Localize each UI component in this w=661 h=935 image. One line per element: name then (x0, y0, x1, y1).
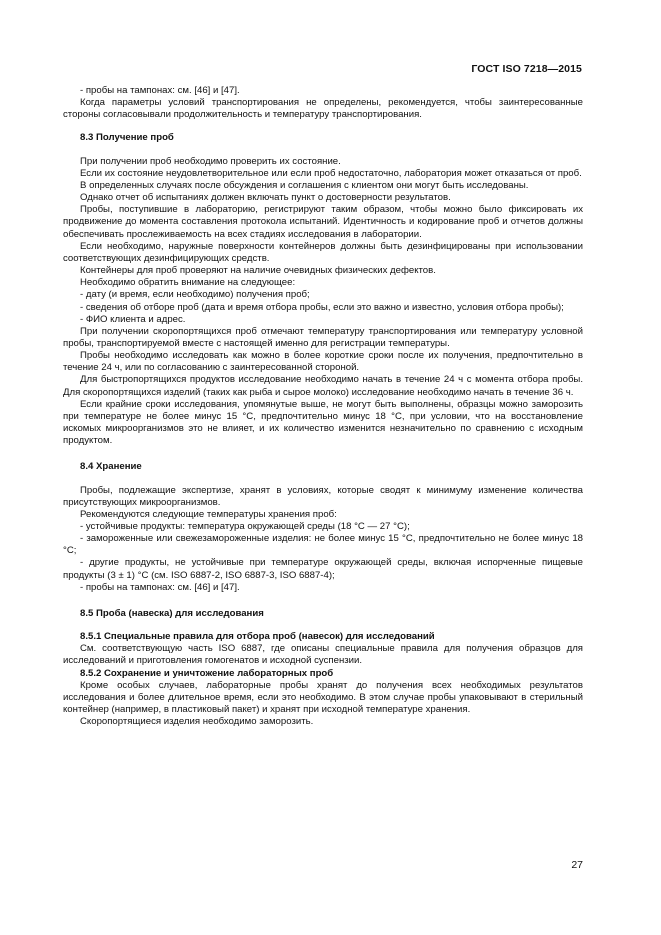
paragraph: Необходимо обратить внимание на следующее: (80, 277, 296, 289)
paragraph: См. соответствующую часть ISO 6887, где описаны специальные правила для получения образцов для исследований и приготовления гомогенатов и исходной суспензии. (63, 643, 583, 667)
subsection-heading-8-5-2: 8.5.2 Сохранение и уничтожение лабораторных проб (80, 667, 334, 679)
paragraph: Пробы необходимо исследовать как можно в более короткие сроки после их получения, предпочтительно в течение 24 ч, или по согласованию с заинтересованной стороной. (63, 350, 583, 374)
list-item: - сведения об отборе проб (дата и время отбора пробы, если это важно и известно, условия отбора пробы); (80, 301, 564, 313)
list-item: - другие продукты, не устойчивые при температуре окружающей среды, включая испорченные пищевые продукты (3 ± 1) °C (см. ISO 6887-2, ISO 6887-3, ISO 6887-4); (63, 557, 583, 581)
paragraph: Скоропортящиеся изделия необходимо заморозить. (80, 716, 314, 728)
paragraph: При получении скоропортящихся проб отмечают температуру транспортирования или температуру условной пробы, транспортируемой вместе с настоящей именно для регистрации температуры. (63, 325, 583, 349)
paragraph: В определенных случаях после обсуждения и соглашения с клиентом они могут быть исследованы. (80, 179, 529, 191)
paragraph: Контейнеры для проб проверяют на наличие очевидных физических дефектов. (80, 265, 436, 277)
section-heading-8-5: 8.5 Проба (навеска) для исследования (80, 607, 264, 619)
paragraph: Рекомендуются следующие температуры хранения проб: (80, 508, 337, 520)
paragraph: - пробы на тампонах: см. [46] и [47]. (80, 85, 240, 96)
section-heading-8-4: 8.4 Хранение (80, 461, 142, 473)
list-item: - пробы на тампонах: см. [46] и [47]. (80, 581, 240, 593)
list-item: - устойчивые продукты: температура окружающей среды (18 °C — 27 °C); (80, 521, 410, 532)
paragraph: При получении проб необходимо проверить их состояние. (80, 155, 341, 167)
paragraph: Если крайние сроки исследования, упомянутые выше, не могут быть выполнены, образцы можно заморозить при температуре не более минус 15 °C, предпочтительно минус 18 °C, при условии, что на восстановление искомых микроорганизмов это не влияет, и их количество изменится незначительно по сравнению с исходным продуктом. (63, 398, 583, 447)
list-item: - замороженные или свежезамороженные изделия: не более минус 15 °C, предпочтительно не более минус 18 °C; (63, 533, 583, 557)
paragraph: Пробы, поступившие в лабораторию, регистрируют таким образом, чтобы можно было фиксировать их продвижение до момента составления протокола испытаний. Идентичность и кодирование проб и отчетов должны обеспечивать прослеживаемость на всех стадиях исследования в лаборатории. (63, 204, 583, 240)
page-number: 27 (571, 859, 583, 871)
paragraph: Кроме особых случаев, лабораторные пробы хранят до получения всех необходимых результатов исследования и более длительное время, если это необходимо. В этом случае пробы упаковывают в стерильный контейнер (например, в пластиковый пакет) и хранят при исходной температуре хранения. (63, 679, 583, 716)
document-code: ГОСТ ISO 7218—2015 (471, 63, 582, 75)
paragraph: Пробы, подлежащие экспертизе, хранят в условиях, которые сводят к минимуму изменение количества присутствующих микроорганизмов. (63, 484, 583, 508)
list-item: - дату (и время, если необходимо) получения проб; (80, 289, 310, 301)
paragraph: Если необходимо, наружные поверхности контейнеров должны быть дезинфицированы при использовании соответствующих дезинфицирующих средств. (63, 240, 583, 264)
paragraph: Если их состояние неудовлетворительное или если проб недостаточно, лаборатория может отказаться от проб. (80, 167, 582, 179)
list-item: - ФИО клиента и адрес. (80, 313, 186, 325)
paragraph: Когда параметры условий транспортирования не определены, рекомендуется, чтобы заинтересованные стороны согласовывали продолжительность и температуру транспортирования. (63, 97, 583, 121)
section-heading-8-3: 8.3 Получение проб (80, 132, 174, 144)
paragraph: Для быстропортящихся продуктов исследование необходимо начать в течение 24 ч с момента отбора пробы. Для скоропортящихся изделий (таких как рыба и сырое молоко) исследование необходимо начать в течение 36 ч. (63, 374, 583, 398)
document-body (63, 85, 583, 728)
paragraph: Однако отчет об испытаниях должен включать пункт о достоверности результатов. (80, 192, 451, 204)
subsection-heading-8-5-1: 8.5.1 Специальные правила для отбора проб (навесок) для исследований (80, 631, 435, 643)
